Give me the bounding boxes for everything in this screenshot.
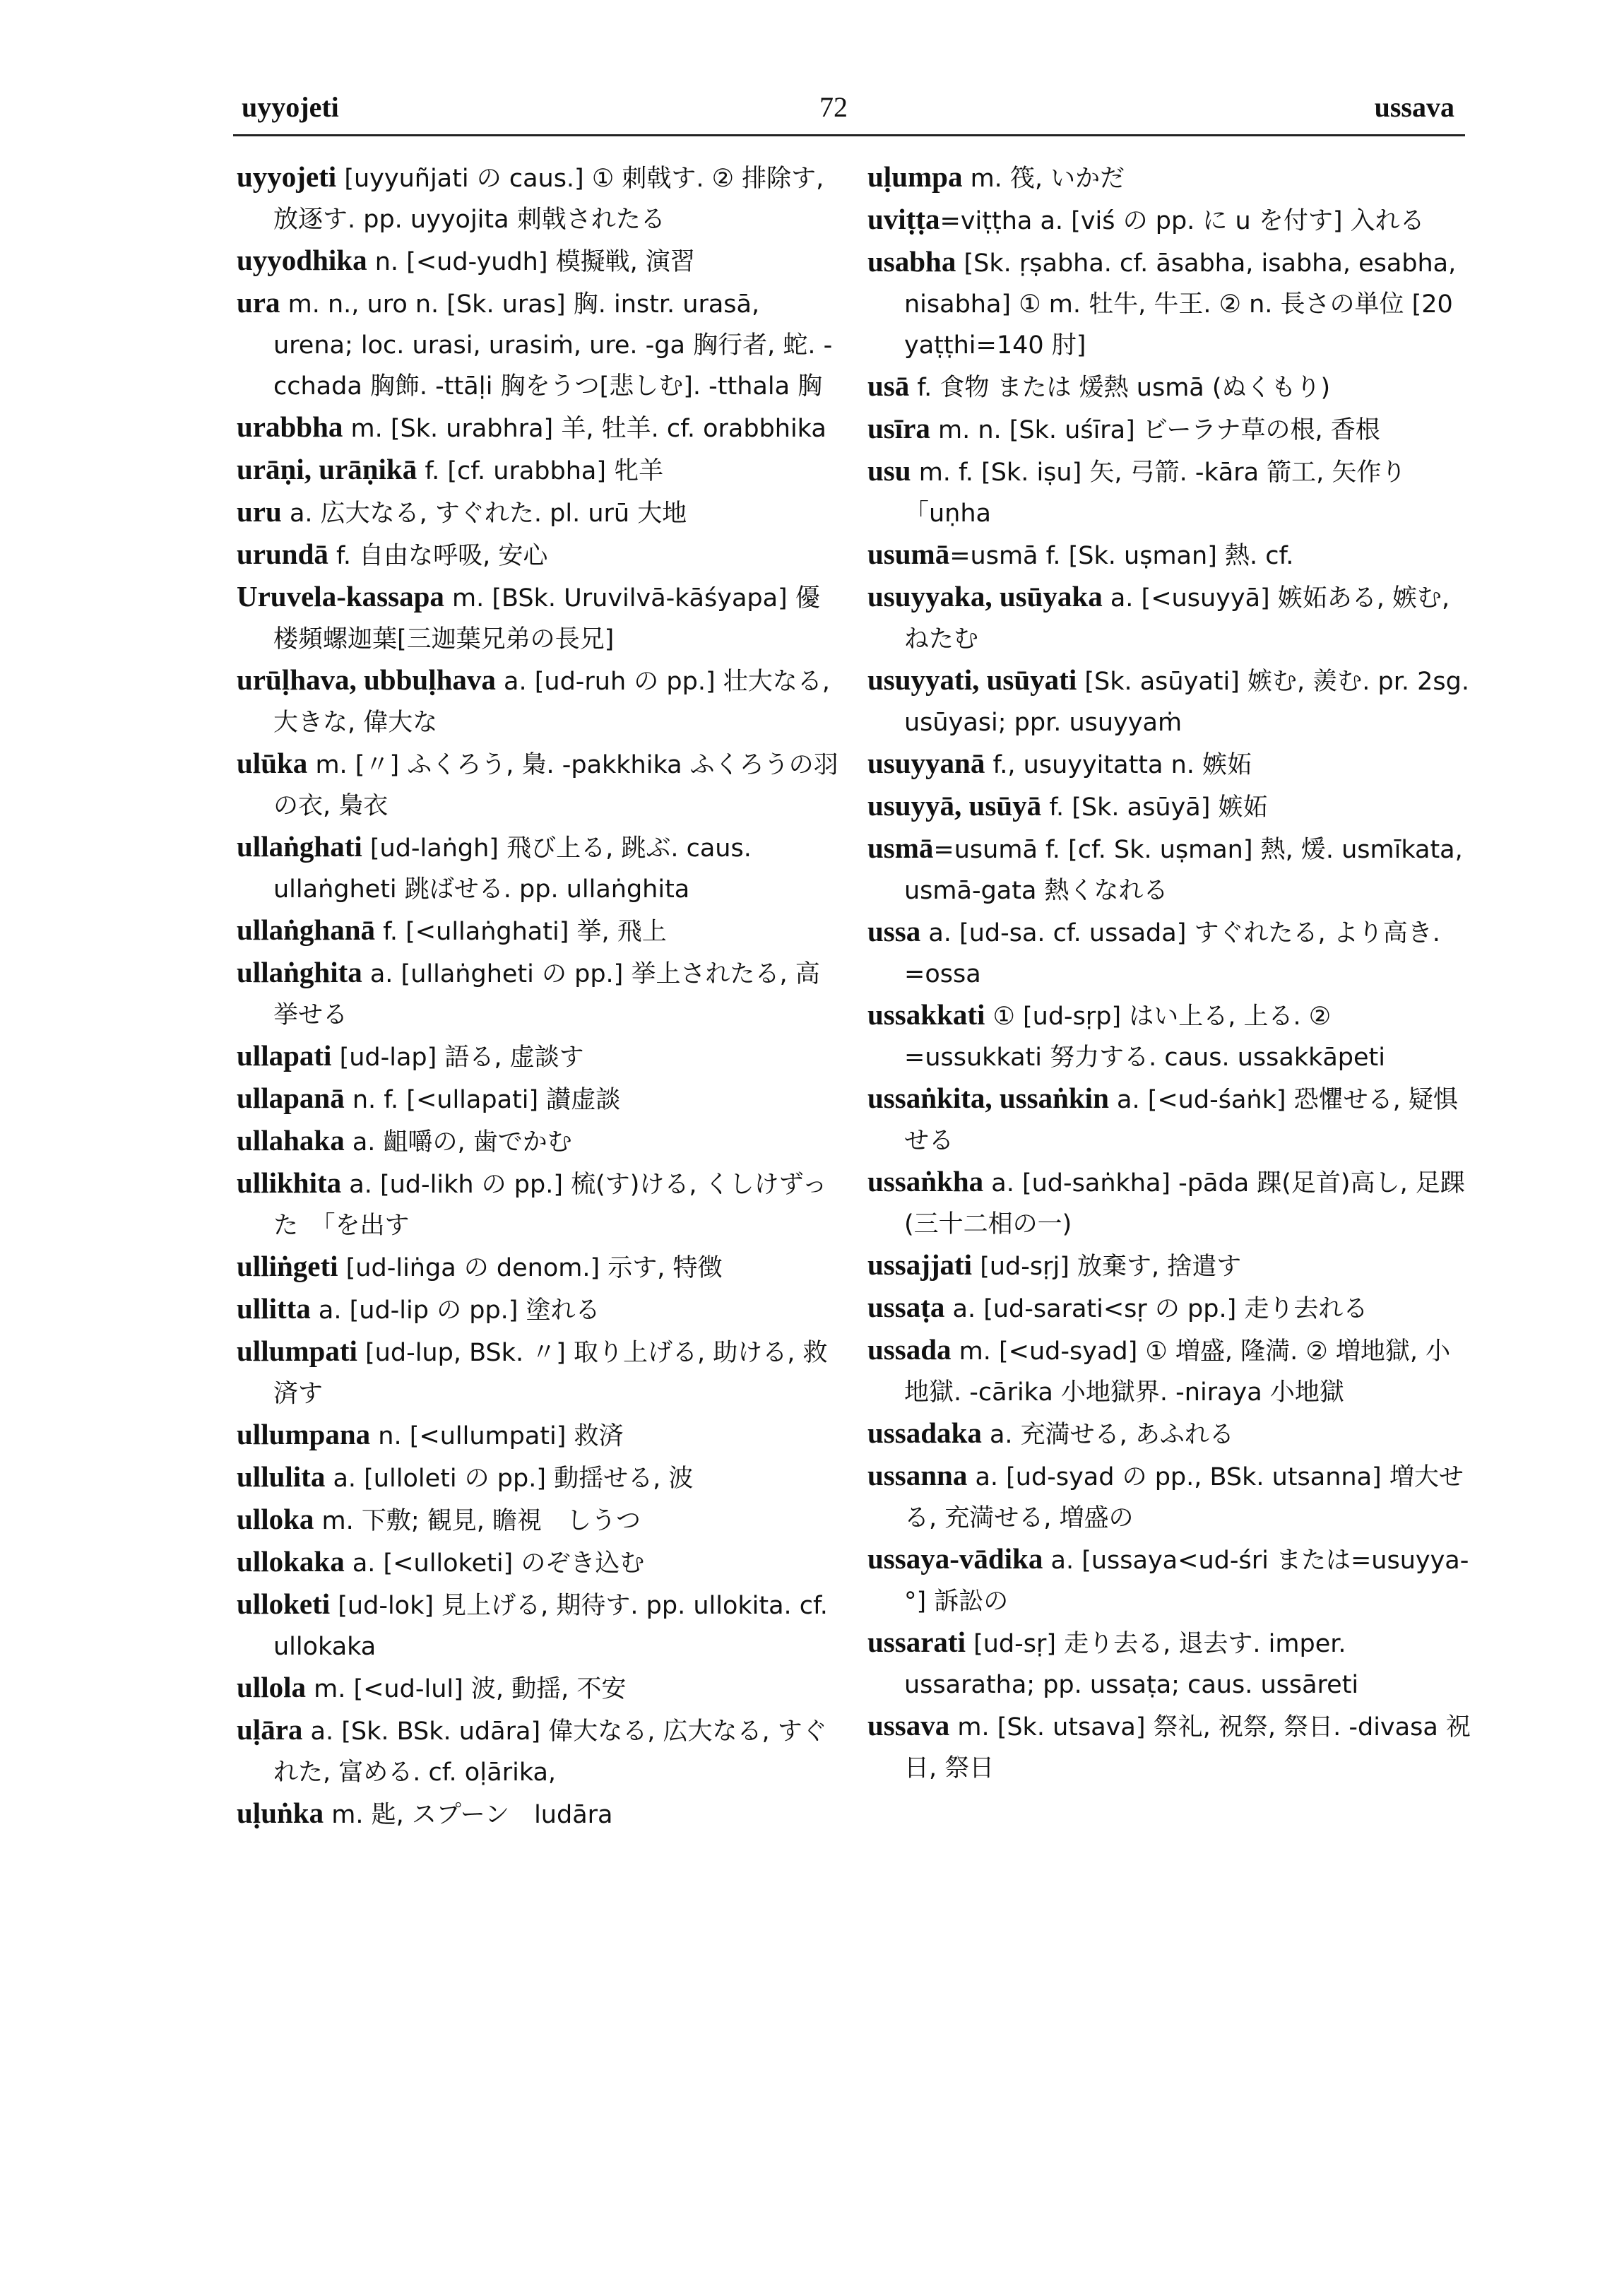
entry-definition: a. [ud-ruh の pp.] 壮大なる, 大きな, 偉大な	[273, 668, 830, 737]
entry-headword: ullulita	[237, 1460, 326, 1493]
entry-headword: usuyyati, usūyati	[867, 663, 1077, 696]
dictionary-entry	[237, 1584, 844, 1667]
dictionary-entry	[237, 157, 844, 240]
entry-headword: usā	[867, 369, 910, 402]
entry-headword: ullitta	[237, 1292, 311, 1325]
dictionary-entry	[867, 828, 1475, 911]
entry-definition: [ud-laṅgh] 飛び上る, 跳ぶ. caus. ullaṅgheti 跳ばせる. pp. ullaṅghita	[273, 834, 752, 904]
dictionary-entry	[867, 1330, 1475, 1413]
dictionary-entry	[867, 995, 1475, 1078]
dictionary-entry	[867, 786, 1475, 828]
entry-definition: m. [Sk. urabhra] 羊, 牡羊. cf. orabbhika	[343, 415, 826, 443]
dictionary-entry	[237, 449, 844, 492]
dictionary-entry	[237, 1289, 844, 1331]
entry-definition: [ud-sṛ] 走り去る, 退去す. imper. ussaratha; pp. ussaṭa; caus. ussāreti	[904, 1630, 1359, 1699]
dictionary-entry	[867, 242, 1475, 366]
dictionary-entry	[237, 1414, 844, 1457]
entry-definition: a. [ud-lip の pp.] 塗れる	[310, 1296, 600, 1325]
entry-headword: ussanna	[867, 1459, 968, 1491]
entry-definition: a. 充満せる, あふれる	[981, 1421, 1234, 1449]
dictionary-entry	[867, 366, 1475, 408]
dictionary-entry	[237, 910, 844, 952]
dictionary-entry	[867, 157, 1475, 199]
entry-headword: ullokaka	[237, 1545, 345, 1578]
dictionary-entry	[867, 1161, 1475, 1245]
entry-definition: n. [<ullumpati] 救済	[370, 1422, 624, 1450]
dictionary-entry	[867, 199, 1475, 242]
dictionary-entry	[867, 1413, 1475, 1455]
dictionary-entry	[867, 408, 1475, 451]
dictionary-entry	[237, 240, 844, 283]
dictionary-entry	[867, 1622, 1475, 1705]
entry-headword: uyyodhika	[237, 244, 367, 276]
entry-headword: ussajjati	[867, 1248, 973, 1281]
entry-definition: [ud-liṅga の denom.] 示す, 特徴	[338, 1254, 723, 1282]
entry-definition: [ud-sṛj] 放棄す, 捨遣す	[972, 1253, 1242, 1281]
right-column	[867, 157, 1475, 1789]
dictionary-entry	[867, 1245, 1475, 1287]
entry-definition: m. 筏, いかだ	[962, 165, 1125, 193]
entry-headword: ussaṅkita, ussaṅkin	[867, 1082, 1109, 1114]
entry-definition: f. [cf. urabbha] 牝羊	[417, 457, 664, 485]
entry-definition: m. n., uro n. [Sk. uras] 胸. instr. urasā, urena; loc. urasi, urasiṁ, ure. -ga 胸行者, 蛇. -cchada 胸飾. -ttāḷi 胸をうつ[悲しむ]. -tthala 胸	[273, 290, 833, 401]
dictionary-entry	[867, 743, 1475, 786]
entry-definition: m. 匙, スプーン ludāra	[324, 1801, 613, 1829]
entry-definition: a. [ud-saṅkha] -pāda 踝(足首)高し, 足踝(三十二相の一)	[904, 1169, 1465, 1238]
entry-headword: ullapanā	[237, 1082, 345, 1114]
entry-headword: ussada	[867, 1333, 952, 1366]
entry-definition: m. [<ud-lul] 波, 動揺, 不安	[305, 1675, 627, 1703]
dictionary-entry	[867, 1705, 1475, 1789]
entry-headword: ullikhita	[237, 1166, 342, 1199]
dictionary-entry	[867, 660, 1475, 743]
entry-headword: Uruvela-kassapa	[237, 580, 444, 613]
entry-definition: a. [<ulloketi] のぞき込む	[344, 1549, 645, 1578]
entry-definition: m. [〃] ふくろう, 梟. -pakkhika ふくろうの羽の衣, 梟衣	[273, 751, 838, 820]
entry-definition: a. [<ud-śaṅk] 恐懼せる, 疑惧せる	[904, 1086, 1458, 1155]
entry-headword: uru	[237, 495, 282, 528]
entry-definition: ① [ud-sṛp] はい上る, 上る. ② =ussukkati 努力する. caus. ussakkāpeti	[904, 1003, 1385, 1072]
entry-headword: ulloketi	[237, 1588, 331, 1620]
entry-headword: ussarati	[867, 1626, 966, 1658]
dictionary-entry	[867, 1455, 1475, 1539]
entry-headword: urundā	[237, 538, 328, 570]
entry-headword: ullahaka	[237, 1124, 345, 1157]
dictionary-entry	[867, 1539, 1475, 1622]
entry-headword: ullumpati	[237, 1335, 357, 1367]
entry-headword: urūḷhava, ubbuḷhava	[237, 663, 496, 696]
entry-headword: ussadaka	[867, 1417, 982, 1449]
entry-headword: ullaṅghita	[237, 956, 362, 988]
entry-definition: [Sk. ṛṣabha. cf. āsabha, isabha, esabha, nisabha] ① m. 牡牛, 牛王. ② n. 長さの単位 [20 yaṭṭhi=140 肘]	[904, 249, 1457, 360]
entry-headword: ussaya-vādika	[867, 1542, 1043, 1575]
header-rule	[233, 134, 1465, 136]
left-column	[237, 157, 844, 1835]
entry-definition: =usmā f. [Sk. uṣman] 熱. cf.	[949, 542, 1294, 570]
entry-definition: n. [<ud-yudh] 模擬戦, 演習	[367, 248, 695, 276]
dictionary-entry	[237, 1331, 844, 1414]
entry-headword: ura	[237, 286, 280, 319]
entry-definition: a. [<usuyyā] 嫉妬ある, 嫉む, ねたむ	[904, 584, 1450, 654]
entry-headword: uḷuṅka	[237, 1797, 324, 1829]
entry-headword: ussava	[867, 1709, 950, 1742]
entry-headword: usīra	[867, 412, 930, 444]
dictionary-entry	[237, 743, 844, 827]
entry-definition: f. [<ullaṅghati] 挙, 飛上	[375, 918, 667, 946]
dictionary-entry	[237, 1793, 844, 1835]
header-last-word: ussava	[1374, 91, 1454, 123]
entry-definition: a. [Sk. BSk. udāra] 偉大なる, 広大なる, すぐれた, 富める. cf. oḷārika,	[273, 1717, 827, 1787]
entry-definition: [ud-lup, BSk. 〃] 取り上げる, 助ける, 救済す	[273, 1339, 828, 1408]
entry-headword: ulliṅgeti	[237, 1250, 338, 1282]
dictionary-entry	[237, 492, 844, 534]
dictionary-entry	[237, 1667, 844, 1710]
entry-headword: usmā	[867, 832, 934, 864]
entry-definition: a. 齟嚼の, 歯でかむ	[344, 1128, 572, 1157]
dictionary-entry	[237, 1542, 844, 1584]
entry-headword: ullola	[237, 1671, 306, 1703]
dictionary-entry	[237, 1163, 844, 1246]
entry-headword: usabha	[867, 245, 956, 278]
entry-definition: [ud-lap] 語る, 虚談す	[331, 1043, 584, 1072]
dictionary-entry	[237, 827, 844, 910]
dictionary-entry	[867, 1287, 1475, 1330]
entry-headword: uḷāra	[237, 1713, 303, 1746]
entry-definition: f. 自由な呼吸, 安心	[328, 542, 548, 570]
dictionary-entry	[237, 1246, 844, 1289]
entry-definition: a. 広大なる, すぐれた. pl. urū 大地	[281, 499, 687, 528]
dictionary-entry	[237, 283, 844, 407]
entry-headword: ullumpana	[237, 1418, 371, 1450]
entry-headword: uviṭṭa	[867, 203, 940, 235]
dictionary-entry	[237, 534, 844, 577]
entry-headword: ussa	[867, 915, 921, 947]
entry-definition: f. 食物 または 煖熱 usmā (ぬくもり)	[909, 374, 1331, 402]
entry-headword: usuyyanā	[867, 747, 985, 779]
dictionary-entry	[237, 1710, 844, 1793]
entry-definition: m. n. [Sk. uśīra] ビーラナ草の根, 香根	[930, 416, 1380, 444]
dictionary-entry	[237, 577, 844, 660]
entry-definition: =viṭṭha a. [viś の pp. に u を付す] 入れる	[940, 207, 1425, 235]
entry-headword: usuyyaka, usūyaka	[867, 580, 1103, 613]
entry-headword: usu	[867, 454, 911, 487]
dictionary-entry	[867, 451, 1475, 534]
dictionary-entry	[867, 577, 1475, 660]
entry-definition: m. f. [Sk. iṣu] 矢, 弓箭. -kāra 箭工, 矢作り 「uṇha	[904, 459, 1431, 528]
page-number: 72	[819, 91, 848, 123]
entry-headword: ullapati	[237, 1039, 332, 1072]
entry-definition: a. [ussaya<ud-śri または=usuyya-°] 訴訟の	[904, 1547, 1469, 1616]
entry-definition: a. [ulloleti の pp.] 動揺せる, 波	[325, 1465, 694, 1493]
entry-definition: a. [ud-sa. cf. ussada] すぐれたる, より高き. =ossa	[904, 919, 1440, 988]
dictionary-entry	[237, 952, 844, 1036]
entry-definition: m. [Sk. utsava] 祭礼, 祝祭, 祭日. -divasa 祝日, 祭日	[904, 1713, 1471, 1782]
entry-definition: a. [ud-sarati<sṛ の pp.] 走り去れる	[944, 1295, 1368, 1323]
entry-headword: ullaṅghanā	[237, 914, 375, 946]
entry-definition: f. [Sk. asūyā] 嫉妬	[1041, 793, 1268, 822]
entry-headword: urāṇi, urāṇikā	[237, 453, 417, 485]
entry-headword: ulloka	[237, 1503, 314, 1535]
entry-definition: m. [<ud-syad] ① 増盛, 隆満. ② 増地獄, 小地獄. -cārika 小地獄界. -niraya 小地獄	[904, 1337, 1451, 1407]
entry-definition: [Sk. asūyati] 嫉む, 羨む. pr. 2sg. usūyasi; ppr. usuyyaṁ	[904, 668, 1469, 737]
dictionary-entry	[867, 1078, 1475, 1161]
dictionary-entry	[867, 911, 1475, 995]
entry-definition: n. f. [<ullapati] 讃虚談	[344, 1086, 621, 1114]
dictionary-entry	[237, 1036, 844, 1078]
header-first-word: uyyojeti	[242, 91, 339, 123]
entry-headword: usumā	[867, 538, 950, 570]
entry-definition: [uyyuñjati の caus.] ① 刺戟す. ② 排除す, 放逐す. pp. uyyojita 刺戟されたる	[273, 165, 824, 234]
entry-headword: ullaṅghati	[237, 830, 362, 863]
dictionary-entry	[867, 534, 1475, 577]
entry-definition: a. [ullaṅgheti の pp.] 挙上されたる, 高挙せる	[273, 960, 820, 1029]
entry-headword: uyyojeti	[237, 160, 337, 193]
entry-headword: urabbha	[237, 410, 343, 443]
entry-definition: a. [ud-syad の pp., BSk. utsanna] 増大せる, 充満せる, 増盛の	[904, 1463, 1464, 1532]
dictionary-entry	[237, 1457, 844, 1499]
dictionary-entry	[237, 660, 844, 743]
entry-headword: ussaṭa	[867, 1291, 945, 1323]
entry-definition: =usumā f. [cf. Sk. uṣman] 熱, 煖. usmīkata, usmā-gata 熱くなれる	[904, 836, 1463, 905]
entry-definition: a. [ud-likh の pp.] 梳(す)ける, くしけずった 「を出す	[273, 1171, 827, 1240]
entry-headword: ussaṅkha	[867, 1165, 984, 1198]
entry-headword: ussakkati	[867, 998, 985, 1031]
dictionary-entry	[237, 1499, 844, 1542]
entry-definition: m. [BSk. Uruvilvā-kāśyapa] 優楼頻螺迦葉[三迦葉兄弟の長兄]	[273, 584, 820, 654]
entry-headword: uḷumpa	[867, 160, 963, 193]
entry-definition: f., usuyyitatta n. 嫉妬	[985, 751, 1252, 779]
entry-headword: usuyyā, usūyā	[867, 789, 1042, 822]
dictionary-entry	[237, 1121, 844, 1163]
entry-definition: m. 下敷; 観見, 瞻視 しうつ	[314, 1507, 641, 1535]
entry-headword: ulūka	[237, 747, 308, 779]
dictionary-entry	[237, 1078, 844, 1121]
dictionary-entry	[237, 407, 844, 449]
entry-definition: [ud-lok] 見上げる, 期待す. pp. ullokita. cf. ullokaka	[273, 1592, 828, 1661]
